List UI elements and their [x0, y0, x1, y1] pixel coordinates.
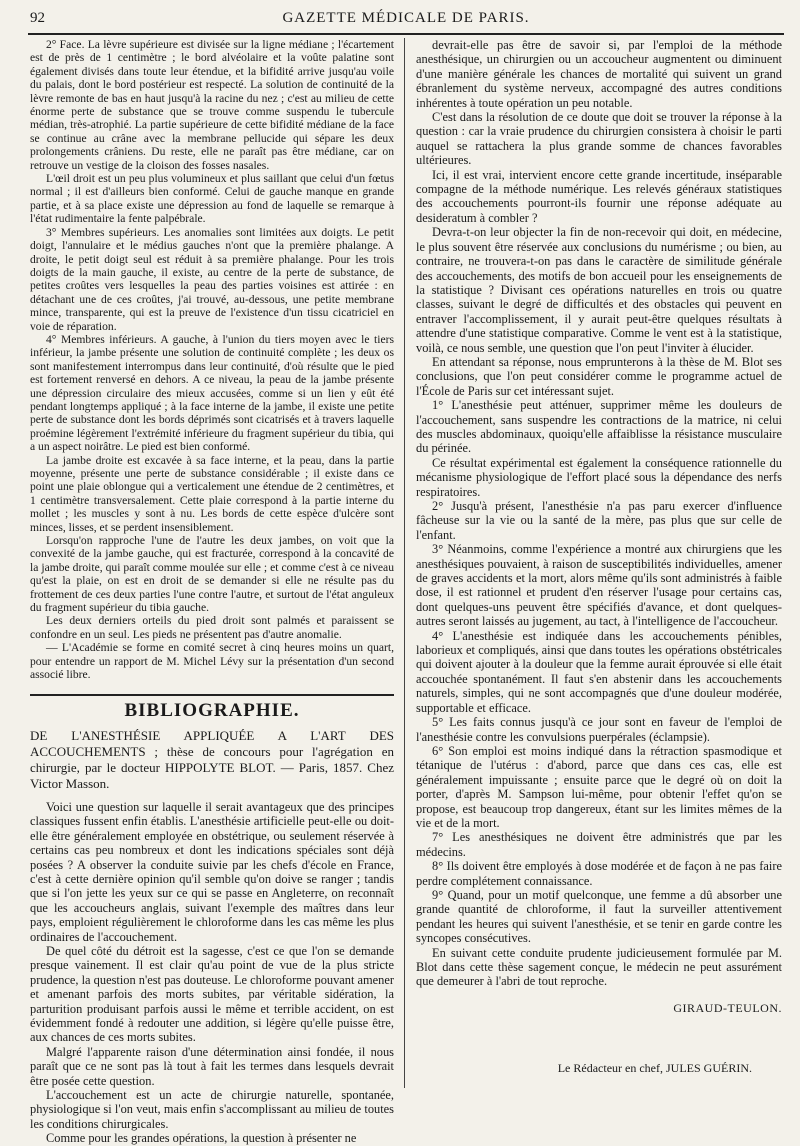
section-title: BIBLIOGRAPHIE. [124, 699, 300, 721]
paragraph-legs-together: Lorsqu'on rapproche l'une de l'autre les deux jambes, on voit que la convexité de la jambe gauche, qui est fracturée, correspond à la concavité de la jambe droite, qui paraît comme moulée sur elle ; et comme c'est à ce niveau qu'est la plaie, on est en droit de se demander si elle ne résulte pas du frottement de ces deux parties l'une contre l'autre, et surtout de l'état anguleux du fragment supérieur du tibia gauche. [30, 534, 394, 615]
review-paragraph-5: Comme pour les grandes opérations, la question à présenter ne [46, 1131, 357, 1146]
conclusion-1-note: Ce résultat expérimental est également la conséquence rationnelle du mécanisme physiologique de l'effort placé sous la dépendance des nerfs respiratoires. [416, 455, 782, 499]
review-paragraph-4: L'accouchement est un acte de chirurgie naturelle, spontanée, physiologique si l'on veut, mais enfin s'accomplissant au milieu de toutes les conditions chirurgicales. [30, 1088, 394, 1131]
author-signature: GIRAUD-TEULON. [673, 1000, 782, 1015]
review-paragraph-1: Voici une question sur laquelle il serait avantageux que des principes classiques fussent enfin établis. L'anesthésie artificielle peut-elle ou doit-elle être généralement employée en obstétrique, ou seulement réservée à certains cas peu nombreux et dont les indications spéciales sont déjà posées ? A observer la conduite suivie par les chefs d'école en France, c'est à cette dernière opinion qu'il semble qu'on doive se ranger ; tandis que si l'on jette les yeux sur ce qui se passe en Angleterre, on reconnaît que les accoucheurs anglais, suivant l'exemple des maîtres dans leur pays, emploient régulièrement le chloroforme dans les cas même les plus ordinaires de l'accouchement. [30, 799, 394, 944]
review-paragraph-10: En attendant sa réponse, nous emprunterons à la thèse de M. Blot ses conclusions, que l'on peut considérer comme le programme actuel de l'École de Paris sur cet intéressant sujet. [416, 354, 782, 398]
paragraph-lower-limbs: 4° Membres inférieurs. A gauche, à l'union du tiers moyen avec le tiers inférieur, la jambe présente une solution de continuité complète ; les deux os sont manifestement interrompus dans leur continuité, d'où résulte que le pied est fortement renversé en dehors. A ce niveau, la peau de la jambe présente une dépression circulaire des mieux accusées, comme si un lien y eût été pendant longtemps appliqué ; à la face interne de la jambe, il existe une petite perte de substance dont les bords déprimés sont cicatrisés et à travers laquelle proémine légèrement l'extrémité inférieure du fragment supérieur du tibia, qui a un aspect noirâtre. Le pied est bien conformé. [30, 332, 394, 454]
column-rule [404, 38, 405, 1088]
conclusion-8: 8° Ils doivent être employés à dose modérée et de façon à ne pas faire perdre complétement connaissance. [416, 859, 782, 888]
header-rule [28, 33, 784, 35]
conclusion-9: 9° Quand, pour un motif quelconque, une femme a dû absorber une grande quantité de chloroforme, il faut la surveiller attentivement pendant les heures qui suivent l'anesthésie, et se tenir en garde contre les syncopes consécutives. [416, 887, 782, 946]
conclusion-3: 3° Néanmoins, comme l'expérience a montré aux chirurgiens que les anesthésiques pouvaient, à raison de susceptibilités individuelles, amener de graves accidents et la mort, alors même qu'ils sont administrés à faible dose, il est rationnel et prudent d'en réserver l'usage pour certains cas, dont quelques-uns peuvent être spécifiés d'avance, et dont quelques-autres seront laissés au jugement, au tact, à l'intelligence de l'accoucheur. [416, 542, 782, 629]
left-column [30, 38, 394, 1146]
conclusion-4: 4° L'anesthésie est indiquée dans les accouchements pénibles, laborieux et compliqués, ainsi que dans toutes les opérations obstétricales qui doivent ajouter à la douleur que la femme aurait éprouvée si elle était accouchée spontanément. Il faut s'en abstenir dans les accouchements naturels, simples, qui ne sont accompagnés que d'une douleur modérée, supportable et efficace. [416, 628, 782, 715]
review-paragraph-6: devrait-elle pas être de savoir si, par l'emploi de la méthode anesthésique, un chirurgien ou un accoucheur augmentent ou diminuent d'une manière générale les chances de mortalité qui suivent un grand ébranlement du système nerveux, accompagné des autres conditions inhérentes à toute opération un peu notable. [416, 38, 782, 110]
paragraph-toes: Les deux derniers orteils du pied droit sont palmés et paraissent se confondre en un seul. Les pieds ne présentent pas d'autre anomalie. [30, 614, 394, 641]
closing-paragraph: En suivant cette conduite prudente judicieusement formulée par M. Blot dans cette thèse sagement conçue, le médecin ne peut assurément que demeurer à l'abri de tout reproche. [416, 945, 782, 989]
review-paragraph-9: Devra-t-on leur objecter la fin de non-recevoir qui doit, en médecine, le plus souvent être réservée aux conclusions du numérisme ; ou bien, au contraire, ne trouvera-t-on pas dans le caractère de similitude générale des accouchements, des motifs de bon accueil pour les enseignements de la statistique ? Divisant ces opérations naturelles en trois ou quatre classes, suivant le degré de difficultés et des obstacles qui peuvent en entraver l'accomplissement, il y aurait peut-être quelques résultats à attendre d'une statistique comparative. Comme le vent est à la statistique, voilà, ce nous semble, une question que l'on peut l'inviter à élucider. [416, 225, 782, 355]
book-title: DE L'ANESTHÉSIE APPLIQUÉE A L'ART DES ACCOUCHEMENTS ; thèse de concours pour l'agrégation en chirurgie, par le docteur HIPPOLYTE BLOT. — Paris, 1857. Chez Victor Masson. [30, 727, 394, 791]
review-paragraph-3: Malgré l'apparente raison d'une détermination ainsi fondée, il nous paraît que ce ne sont pas là tout à fait les termes dans lesquels devrait être posée cette question. [30, 1044, 394, 1088]
section-rule [30, 694, 394, 696]
conclusion-6: 6° Son emploi est moins indiqué dans la rétraction spasmodique et tétanique de l'utérus : d'abord, parce que dans ces cas, elle est généralement impuissante ; ensuite parce que le degré où on doit la porter, d'après M. Sampson lui-même, pour obtenir l'effet qu'on se propose, est beaucoup trop dangereux, étant sur les limites mêmes de la vie et de la mort. [416, 743, 782, 830]
review-paragraph-2: De quel côté du détroit est la sagesse, c'est ce que l'on se demande presque vainement. Il est clair qu'au point de vue de la plus stricte prudence, la question n'est pas douteuse. Le chloroforme pouvant amener et amenant parfois des morts subites, par véritable sidération, la parturition produisant parfois aussi le même et terrible accident, on est évidemment fondé à redouter une addition, si légère qu'elle puisse être, aux chances de ces morts subites. [30, 943, 394, 1045]
page-number: 92 [30, 10, 45, 26]
conclusion-1: 1° L'anesthésie peut atténuer, supprimer même les douleurs de l'accouchement, sans suspendre les contractions de la matrice, ni celui des muscles abdominaux, quoiqu'elle affaiblisse la résistance musculaire du périnée. [416, 398, 782, 456]
paragraph-academy: — L'Académie se forme en comité secret à cinq heures moins un quart, pour entendre un rapport de M. Michel Lévy sur la présentation d'un second associé libre. [30, 641, 394, 682]
conclusion-7: 7° Les anesthésiques ne doivent être administrés que par les médecins. [416, 830, 782, 859]
conclusion-2: 2° Jusqu'à présent, l'anesthésie n'a pas paru exercer d'influence fâcheuse sur la vie ou la santé de la mère, pas plus que sur celle de l'enfant. [416, 499, 782, 542]
paragraph-right-leg: La jambe droite est excavée à sa face interne, et la peau, dans la partie moyenne, présente une perte de substance considérable ; il existe dans ce point une plaie oblongue qui a verticalement une étendue de 2 centimètres, et 1 centimètre transversalement. Cette plaie correspond à la partie interne du mollet ; les muscles y sont à nu. Les bords de cette espèce d'ulcère sont minces, lisses, et se perdent insensiblement. [30, 453, 394, 534]
paragraph-eyes: L'œil droit est un peu plus volumineux et plus saillant que celui d'un fœtus normal ; il est d'ailleurs bien conformé. Celui de gauche manque en grande partie, et à sa place existe une dépression au fond de laquelle se remarque à l'état rudimentaire la fente palpébrale. [30, 172, 394, 226]
running-title: GAZETTE MÉDICALE DE PARIS. [282, 10, 530, 26]
page-header [30, 10, 782, 30]
conclusion-5: 5° Les faits connus jusqu'à ce jour sont en faveur de l'emploi de l'anesthésie contre les convulsions puerpérales (éclampsie). [416, 715, 782, 744]
review-paragraph-8: Ici, il est vrai, intervient encore cette grande incertitude, inséparable compagne de la méthode numérique. Les relevés généraux statistiques des accouchements pourront-ils fournir une réponse adéquate au desideratum à combler ? [416, 167, 782, 225]
paragraph-upper-limbs: 3° Membres supérieurs. Les anomalies sont limitées aux doigts. Le petit doigt, l'annulaire et le médius gauches n'ont que la première phalange. A droite, le petit doigt seul est réduit à sa première phalange. Pour les trois doigts de la main gauche, il existe, au centre de la perte de substance, de petites croûtes vers lesquelles la peau des parties voisines est attirée : en détachant une de ces croûtes, j'ai trouvé, au-dessous, une petite membrane mince, transparente, qui est la preuve de l'existence d'un tissu cicatriciel en voie de réparation. [30, 225, 394, 333]
editor-credit: Le Rédacteur en chef, JULES GUÉRIN. [557, 1061, 752, 1076]
paragraph-face: 2° Face. La lèvre supérieure est divisée sur la ligne médiane ; l'écartement est de près de 1 centimètre ; le bord alvéolaire et la voûte palatine sont également divisés dans toute leur étendue, et la bifidité arrive jusqu'au voile du palais, dont le bord postérieur est respecté. La solution de continuité de la lèvre remonte de bas en haut jusqu'à la racine du nez ; c'est au milieu de cette énorme perte de substance que se trouve comme suspendu le tubercule médian, très-atrophié. La partie supérieure de cette bifidité médiane de la face se continue au crâne avec la membrane pellucide qui sépare les deux prolongements crâniens. Du reste, elle ne paraît pas être médiane, car on retrouve un vestige de la cloison des fosses nasales. [30, 38, 394, 172]
review-paragraph-7: C'est dans la résolution de ce doute que doit se trouver la réponse à la question : car la vraie prudence du chirurgien consistera à choisir le parti auquel se rattachera la plus grande somme de chances favorables ultérieures. [416, 110, 782, 168]
right-column [416, 38, 782, 1088]
